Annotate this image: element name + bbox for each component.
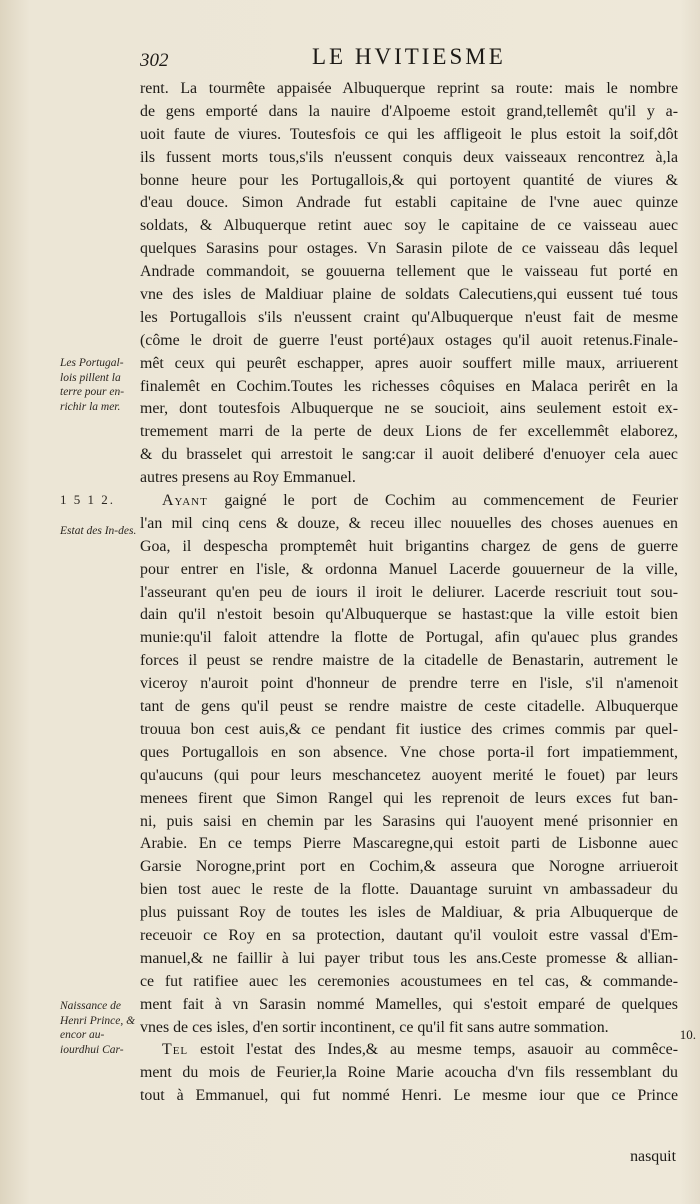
text-line: ment fait à vn Sarasin nommé Mamelles, qui s'estoit emparé de quelques bbox=[140, 995, 678, 1013]
margin-note-estat-indes: Estat des In-des. bbox=[60, 525, 137, 537]
side-line-number: 10. bbox=[679, 1027, 696, 1042]
text-line: tremement marri de la perte de deux Lions de fer excellemmêt elaborez, bbox=[140, 423, 678, 441]
text-line: ils fussent morts tous,s'ils n'eussent conquis deux vaisseaux rencontrez à,la bbox=[140, 148, 678, 166]
margin-note-portugallois: Les Portugal-lois pillent la terre pour en-richir la mer. bbox=[60, 357, 125, 413]
text-line: ques Portugallois en son absence. Vne chose porta-il fort impatiemment, bbox=[140, 743, 678, 761]
running-head bbox=[0, 44, 700, 74]
text-line: tant de gens qu'il peust se rendre maistre de ceste citadelle. Albuquerque bbox=[140, 698, 678, 716]
text-line: Andrade commandoit, se gouuerna tellement que le vaisseau fut porté en bbox=[140, 263, 678, 281]
text-line: pour entrer en l'isle, & ordonna Manuel Lacerde gouuerneur de la ville, bbox=[140, 560, 678, 578]
text-line: receuoir ce Roy en sa protection, dautant qu'il vouloit estre vassal d'Em- bbox=[140, 926, 678, 944]
text-line: mer, dont toutesfois Albuquerque ne se soucioit, ains seulement estoit ex- bbox=[140, 400, 678, 418]
text-line: Ayant gaigné le port de Cochim au commencement de Feurier bbox=[162, 492, 678, 510]
text-line: viceroy n'auroit point d'honneur de prendre terre en l'isle, s'il n'amenoit bbox=[140, 675, 678, 693]
text-line: & du brasselet qui arrestoit le sang:car il auoit deliberé d'enuoyer cela auec bbox=[140, 446, 678, 464]
text-line: Goa, il despescha promptemêt huit brigantins chargez de gens de guerre bbox=[140, 537, 678, 555]
paragraph-2 bbox=[140, 490, 678, 1039]
text-line: tout à Emmanuel, qui fut nommé Henri. Le mesme iour que ce Prince bbox=[140, 1087, 678, 1105]
margin-note-naissance: Naissance de Henri Prince, & encor au-iourdhui Car- bbox=[60, 1000, 136, 1056]
text-line: dain qu'il n'estoit besoin qu'Albuquerque se hastast:que la ville estoit bien bbox=[140, 606, 678, 624]
text-line: Arabie. En ce temps Pierre Mascaregne,qui estoit parti de Lisbonne auec bbox=[140, 835, 678, 853]
text-line: munie:qu'il faloit attendre la flotte de Portugal, afin qu'auec plus grandes bbox=[140, 629, 678, 647]
running-title: LE HVITIESME bbox=[312, 44, 506, 69]
text-line: l'asseurant qu'en peu de iours il iroit le deliurer. Lacerde rescriuit tout sou- bbox=[140, 583, 678, 601]
text-line: l'an mil cinq cens & douze, & receu illec nouuelles des choses auenues en bbox=[140, 514, 678, 532]
text-line: uoit faute de viures. Toutesfois ce qui les affligeoit le plus estoit la soif,dôt bbox=[140, 125, 678, 143]
text-line: bien tost auec le reste de la flotte. Dauantage suruint vn ambassadeur du bbox=[140, 881, 678, 899]
text-line: quelques Sarasins pour ostages. Vn Sarasin pilote de ce vaisseau dâs lequel bbox=[140, 240, 678, 258]
page-number: 302 bbox=[140, 50, 169, 71]
text-line: ment du mois de Feurier,la Roine Marie acoucha d'vn fils ressemblant du bbox=[140, 1064, 678, 1082]
text-line: forces il peust se rendre maistre de la citadelle de Benastarin, autrement le bbox=[140, 652, 678, 670]
text-line: rent. La tourmête appaisée Albuquerque reprint sa route: mais le nombre bbox=[140, 80, 678, 97]
text-line: plus puissant Roy de toutes les isles de Maldiuar, & pria Albuquerque de bbox=[140, 904, 678, 922]
drop-word: Ayant bbox=[162, 492, 208, 510]
text-line: d'eau douce. Simon Andrade fut establi capitaine de l'vne auec quinze bbox=[140, 194, 678, 212]
text-line: ce fut ratifiee auec les ceremonies acoustumees en tel cas, & commande- bbox=[140, 972, 678, 990]
margin-note-date: 1 5 1 2. bbox=[60, 492, 115, 507]
drop-word: Tel bbox=[162, 1041, 189, 1059]
text-line: les Portugallois s'ils n'eussent craint qu'Albuquerque n'eust fait de mesme bbox=[140, 308, 678, 326]
text-line: qu'aucuns (qui pour leurs meschancetez auoyent merité le fouet) par leurs bbox=[140, 766, 678, 784]
text-line: ni, puis saisi en chemin par les Sarasins qui l'auoyent mené prisonnier en bbox=[140, 812, 678, 830]
text-line: soldats, & Albuquerque retint auec soy le capitaine de ce vaisseau auec bbox=[140, 217, 678, 235]
text-line: menees firent que Simon Rangel qui les reprenoit de leurs exces fut ban- bbox=[140, 789, 678, 807]
text-line: Garsie Norogne,print port en Cochim,& asseura que Norogne arriueroit bbox=[140, 858, 678, 876]
text-line: trouua bon cest auis,& ce pendant fit iustice des crimes commis par quel- bbox=[140, 720, 678, 738]
text-line: vnes de ces isles, d'en sortir incontinent, ce qu'il fit sans autre sommation. bbox=[140, 1018, 609, 1036]
paragraph-3 bbox=[140, 1039, 678, 1108]
text-line: autres presens au Roy Emmanuel. bbox=[140, 469, 356, 487]
body-text bbox=[140, 78, 678, 1108]
text-line: (côme le droit de guerre l'eust porté)aux ostages qu'il auoit retenus.Finale- bbox=[140, 331, 678, 349]
paragraph-1 bbox=[140, 78, 678, 490]
text-line: bonne heure pour les Portugallois,& qui portoyent quantité de viures & bbox=[140, 171, 678, 189]
text-line: vne des isles de Maldiuar plaine de soldats Calecutiens,qui eussent tué tous bbox=[140, 286, 678, 304]
text-line: finalemêt en Cochim.Toutes les richesses côquises en Malaca perirêt en la bbox=[140, 377, 678, 395]
text-line: de gens emporté dans la nauire d'Alpoeme estoit grand,tellemêt qu'il y a- bbox=[140, 102, 678, 120]
catchword: nasquit bbox=[630, 1148, 676, 1165]
text-line: manuel,& ne faillir à lui payer tribut tous les ans.Ceste promesse & allian- bbox=[140, 949, 678, 967]
text-line: Tel estoit l'estat des Indes,& au mesme temps, asauoir au commêce- bbox=[162, 1041, 678, 1059]
text-line: mêt ceux qui peurêt eschapper, apres auoir souffert mille maux, arriuerent bbox=[140, 354, 678, 372]
